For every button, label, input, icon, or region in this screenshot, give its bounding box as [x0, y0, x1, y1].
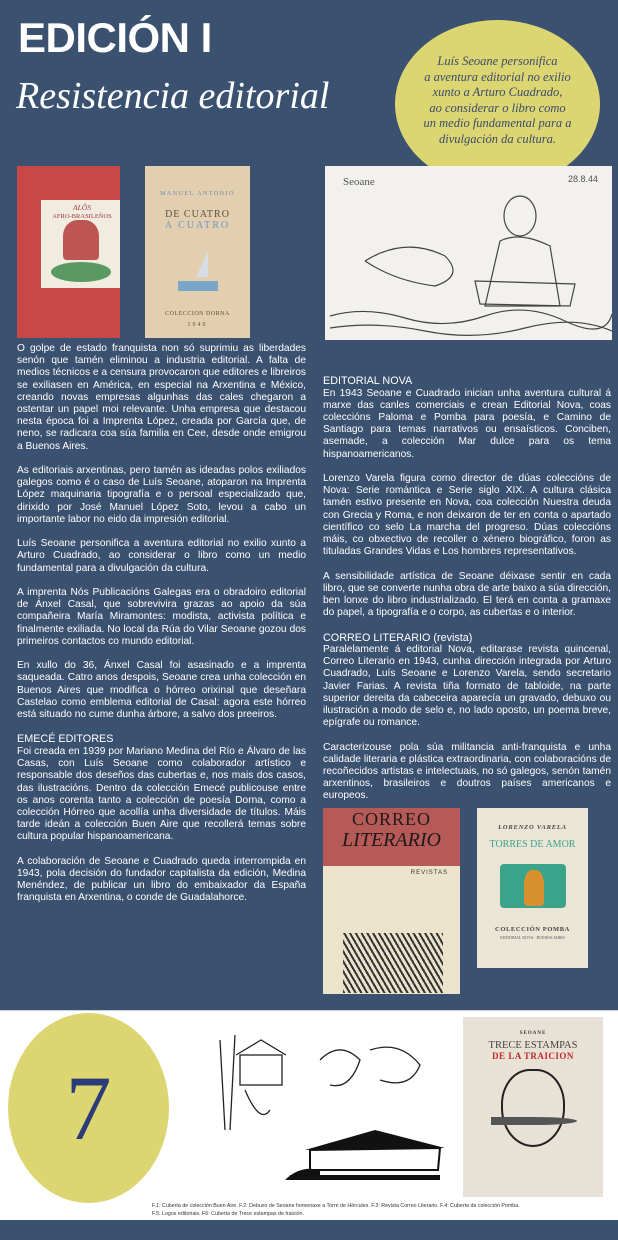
paragraph: A colaboración de Seoane e Cuadrado queda interrompida en 1943, pola decisión do fundador capitalista da edición, Medina Menéndez, de publicar un libro do embaixador da España franquista en Arxentina, o conde de Guadalahorce.: [17, 855, 306, 904]
paragraph: O golpe de estado franquista non só suprimiu as liberdades senón que tamén eliminou a industria editorial. A falta de medios técnicos e a censura provocaron que editores e libreiros se exiliasen en América, en especial na Arxentina e México, creando novas empresas algunhas das cales chegaron a ostentar un papel moi relevante. Unha empresa que destacou nesta época foi a Imprenta López, creada por García que, de neno, se radicara coa súa familia en Cee, desde onde emigrou a Buenos Aires.: [17, 343, 306, 452]
paragraph: Caracterizouse pola súa militancia anti-franquista e unha calidade literaria e plástica extraordinaria, con colaboracións de recoñecidos artistas e intelectuais, no só galegos, senón tamén arxentinos, brasileiros e doutros países americanos e europeos.: [323, 741, 611, 802]
face-illustration: [501, 1069, 565, 1147]
quote-line: ao considerar o libro como: [429, 100, 566, 115]
figure-caption: [152, 1203, 612, 1218]
figure-sketch: [325, 166, 612, 340]
paragraph: As editoriais arxentinas, pero tamén as ideadas polos exiliados galegos como é o caso de Luís Seoane, atoparon na Imprenta López maquinaria tipografía e o persoal especializado que, dirixido por José Manuel López Soto, levou a cabo un importante labor no eido da impresión editorial.: [17, 465, 306, 525]
torres-de-amor-cover: [477, 808, 588, 968]
cover-author: SEOANE: [519, 1031, 547, 1036]
dancers-illustration: [63, 220, 99, 260]
cover-author: ALÔS: [73, 203, 91, 212]
cover-title: AFRO-BRASILEÑOS: [52, 213, 112, 220]
caption-line: F.1: Cuberta de colección Buen Aire. F.2: Debuxo de Seoane homenaxe a Torre de Hércules. F.3: Revista Correo Literario. F.4: Cuberta da colección Pomba.: [152, 1203, 520, 1209]
section-heading-nova: EDITORIAL NOVA: [323, 375, 413, 387]
quote-line: divulgación da cultura.: [439, 131, 556, 146]
boat-illustration: [178, 251, 218, 291]
cover-author: MANUEL ANTONIO: [160, 191, 235, 197]
masthead-title: CORREO: [351, 809, 431, 829]
cover-collection: COLECCIÓN POMBA: [495, 926, 570, 933]
quote-line: xunto a Arturo Cuadrado,: [432, 85, 563, 99]
cover-year: 1940: [187, 322, 208, 328]
woodcut-illustration: [343, 933, 443, 993]
cover-title: DE CUATRO: [165, 209, 230, 220]
book-cover-de-cuatro-a-cuatro: [145, 166, 250, 338]
caption-line: F.5: Logos editoriais. F6: Cuberta de Trece estampas de traición.: [152, 1210, 304, 1217]
trece-estampas-cover: [463, 1017, 603, 1197]
cover-label: [41, 200, 120, 288]
paragraph: En 1943 Seoane e Cuadrado inician unha aventura cultural á marxe das canles comerciais e crean Editorial Nova, coas coleccións Paloma e Pomba para poesía, e Camino de Santiago para temas narrativos ou ensaísticos. Conciben, asemade, a colección Mar dulce para os tema hispanoamericanos.: [323, 387, 611, 460]
page-title: EDICIÓN I: [18, 14, 212, 61]
headline: REVISTAS: [410, 870, 448, 876]
cover-title: DE LA TRAICION: [492, 1051, 574, 1061]
section-heading-emece: EMECÉ EDITORES: [17, 733, 114, 746]
paragraph: A imprenta Nós Publicacións Galegas era o obradoiro editorial de Ánxel Casal, que sobrevivira grazas ao apoio da súa compañeira María Miramontes: modista, activista política e finalmente exiliada. No local da Rúa do Vilar Seoane gozou dos primeiros contactos co mundo editorial.: [17, 587, 306, 647]
paragraph: Foi creada en 1939 por Mariano Medina del Río e Álvaro de las Casas, con Luís Seoane como colaborador artístico e responsable dos deseños das cubertas e, nos mais dos casos, das ilustracións. Dentro da colección Emecé publicouse entre os anos corenta tanto a colección de poesía Dorna, como a colección Hórreo que acollía unha diversidade de títulos. Máis tarde ideán a colección Buen Aire que recollerá temas sobre cultura popular hispanoamericana.: [17, 745, 306, 843]
cover-collection: COLECCION DORNA: [165, 311, 230, 317]
drawing-date: 28.8.44: [567, 174, 598, 184]
editorial-logos: [200, 1030, 450, 1200]
paragraph: Paralelamente á editorial Nova, editarase revista quincenal, Correo Literario en 1943, cunha dirección integrada por Arturo Cuadrado, Luís Seoane e Lorenzo Varela, sendo secretario Javier Farias. A revista tiña formato de tabloide, na parte superior dereita da cabeceira aparecía un gravado, debuxo ou ilustración a modo de selo e, no lado oposto, un poema breve, epígrafe ou romance.: [323, 644, 611, 729]
cover-publisher: EDITORIAL NOVA · BUENOS AIRES: [500, 935, 565, 940]
right-text-column: [323, 375, 611, 815]
paragraph: Lorenzo Varela figura como director de dúas coleccións de Nova: Serie romántica e Serie siglo XIX. A cultura clásica tamén estivo presente en Nova, coa colección Nuestra deuda con Grecia y Roma, e non deixaron de ter en conta o apartado científico co selo La marcha del progreso. Dúas coleccións máis, co obxectivo de recoller o xénero biográfico, foron as tituladas Grandes Vidas e Los hombres representativos.: [323, 472, 611, 558]
cover-title: TORRES DE AMOR: [489, 839, 576, 850]
cover-illustration: [500, 864, 566, 908]
quote-circle: [395, 20, 600, 188]
paragraph: Luís Seoane personifica a aventura editorial no exilio xunto a Arturo Cuadrado, ao considerar o libro como un medio fundamental para a divulgación da cultura.: [17, 538, 306, 574]
paragraph: En xullo do 36, Ánxel Casal foi asasinado e a imprenta saqueada. Catro anos despois, Seoane crea unha colección en Buenos Aires que modifica o hórreo orixinal que deseñara Castelao como emblema editorial de Casal: agora este hórreo está situado no cume dunha árbore, a salvo dos preeiros.: [17, 660, 306, 721]
quote-line: un medio fundamental para a: [423, 116, 572, 130]
quote-line: a aventura editorial no exilio: [424, 69, 571, 84]
cover-title: A CUATRO: [164, 220, 231, 231]
masthead-title: LITERARIO: [342, 829, 441, 851]
left-text-column: [17, 343, 306, 917]
masthead: [323, 808, 460, 866]
cover-author: LORENZO VARELA: [498, 824, 567, 831]
correo-literario-cover: [323, 808, 460, 994]
drawing-signature: Seoane: [343, 176, 375, 188]
grass-illustration: [51, 262, 111, 282]
section-heading-correo: CORREO LITERARIO (revista): [323, 631, 473, 644]
paragraph: A sensibilidade artística de Seoane déixase sentir en cada libro, que se converte nunha obra de arte baixo a súa dirección, ben lonxe do libro industrializado. El terá en conta a gramaxe do papel, a tipografía e o corpo, as cubertas e o interior.: [323, 570, 611, 619]
cover-title: TRECE ESTAMPAS: [488, 1040, 578, 1051]
bottom-bar: [0, 1220, 618, 1240]
seoane-drawing: [325, 166, 612, 340]
book-cover-afro-brasilenos: [17, 166, 120, 338]
page-subtitle: Resistencia editorial: [16, 75, 330, 117]
quote-line: Luís Seoane personifica: [437, 54, 558, 68]
section-number: 7: [8, 1013, 169, 1203]
